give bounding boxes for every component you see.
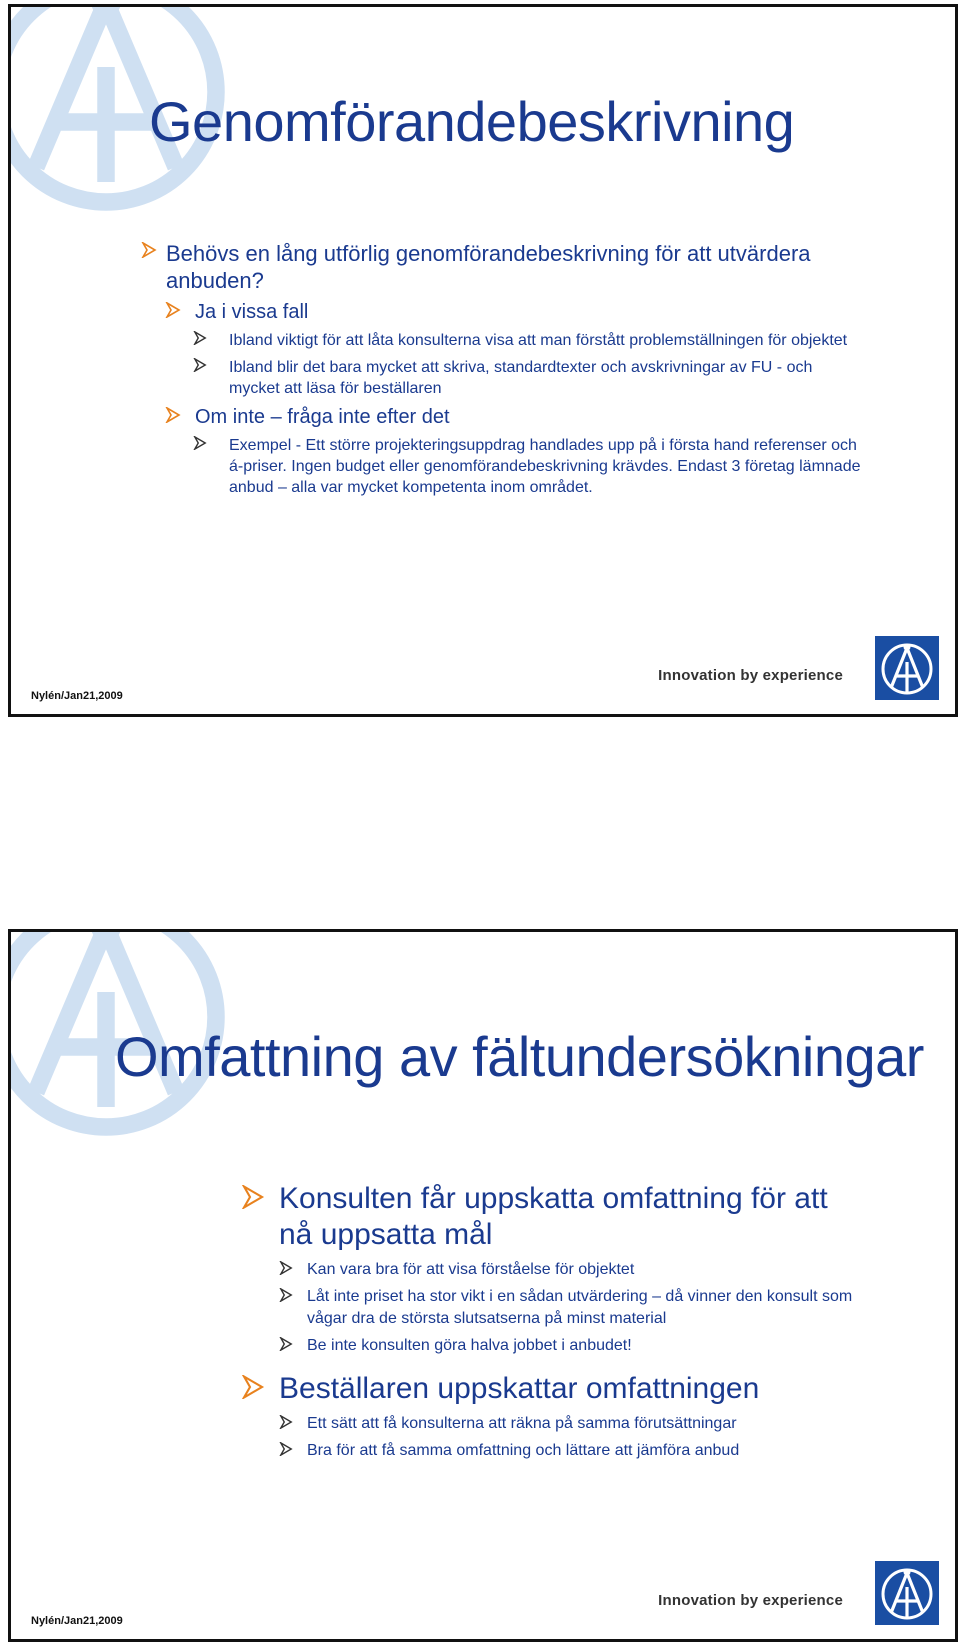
arrow-bullet-icon: [279, 1337, 293, 1351]
slide-title: Omfattning av fältundersökningar: [115, 1025, 924, 1088]
slide-2: [8, 929, 958, 1642]
list-item: Bra för att få samma omfattning och lättare att jämföra anbud: [241, 1440, 861, 1462]
company-tagline: Innovation by experience: [658, 667, 843, 684]
list-item: Beställaren uppskattar omfattningen: [241, 1371, 861, 1407]
bullet-list: [141, 240, 861, 504]
footer-author-date: Nylén/Jan21,2009: [31, 1615, 123, 1627]
footer-author-date: Nylén/Jan21,2009: [31, 690, 123, 702]
arrow-bullet-icon: [165, 407, 181, 423]
company-logo-icon: [875, 1561, 939, 1625]
list-item: Om inte – fråga inte efter det: [141, 405, 861, 430]
arrow-bullet-icon: [279, 1261, 293, 1275]
arrow-bullet-icon: [193, 436, 207, 450]
list-item: Be inte konsulten göra halva jobbet i anbudet!: [241, 1335, 861, 1357]
arrow-bullet-icon: [193, 358, 207, 372]
arrow-bullet-icon: [279, 1442, 293, 1456]
arrow-bullet-icon: [165, 302, 181, 318]
slide-1: [8, 4, 958, 717]
arrow-bullet-icon: [241, 1375, 265, 1399]
list-item: Kan vara bra för att visa förståelse för objektet: [241, 1259, 861, 1281]
list-item: Ett sätt att få konsulterna att räkna på samma förutsättningar: [241, 1413, 861, 1435]
arrow-bullet-icon: [141, 242, 157, 258]
list-item: Behövs en lång utförlig genomförandebeskrivning för att utvärdera anbuden?: [141, 240, 861, 294]
bullet-list: [241, 1181, 861, 1467]
arrow-bullet-icon: [193, 331, 207, 345]
list-item: Exempel - Ett större projekteringsuppdrag handlades upp på i första hand referenser och á-priser. Ingen budget eller genomförandebeskrivning krävdes. Endast 3 företag lämnade anbud – alla var mycket kompetenta inom området.: [141, 435, 861, 498]
slide-title: Genomförandebeskrivning: [149, 90, 795, 153]
list-item: Ibland blir det bara mycket att skriva, standardtexter och avskrivningar av FU - och mycket att läsa för beställaren: [141, 357, 861, 399]
arrow-bullet-icon: [279, 1415, 293, 1429]
list-item: Låt inte priset ha stor vikt i en sådan utvärdering – då vinner den konsult som vågar dra de största slutsatserna på minst material: [241, 1286, 861, 1330]
list-item: Ja i vissa fall: [141, 300, 861, 325]
company-logo-icon: [875, 636, 939, 700]
list-item: Konsulten får uppskatta omfattning för att nå uppsatta mål: [241, 1181, 861, 1253]
arrow-bullet-icon: [279, 1288, 293, 1302]
arrow-bullet-icon: [241, 1185, 265, 1209]
company-tagline: Innovation by experience: [658, 1592, 843, 1609]
list-item: Ibland viktigt för att låta konsulterna visa att man förstått problemställningen för objektet: [141, 330, 861, 351]
